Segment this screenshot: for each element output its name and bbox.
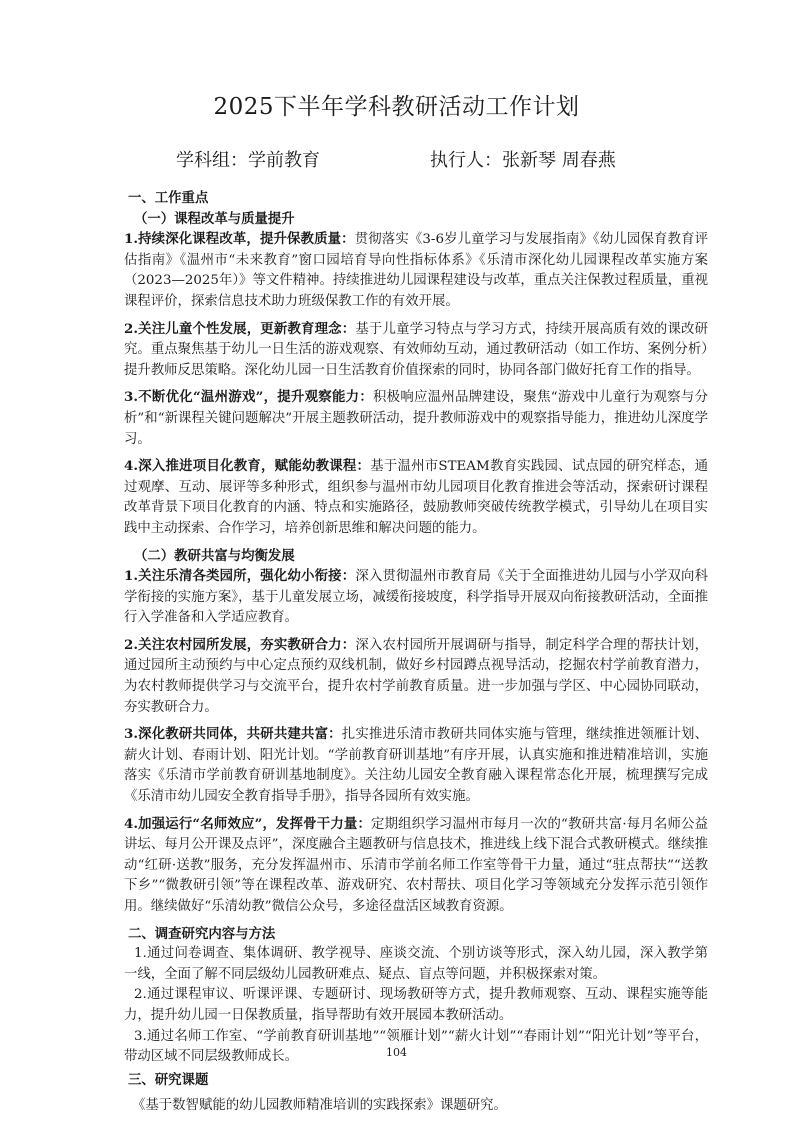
section-heading-1: 一、工作重点 xyxy=(128,190,209,206)
subsection-heading-1: （一）课程改革与质量提升 xyxy=(134,210,295,227)
paragraph-text: 积极响应温州品牌建设，聚焦“游戏中儿童行为观察与分析”和“新课程关键问题解决”开展主题教研活动，提升教师游戏中的观察指导能力，推进幼儿深度学习。 xyxy=(124,390,708,447)
paragraph-lead: 3.深化教研共同体，共研共建共富： xyxy=(124,726,342,743)
list-item: 2.通过课程审议、听课评课、专题研讨、现场教研等方式，提升教师观察、互动、课程实施等能力，提升幼儿园一日保教质量，指导帮助有效开展园本教研活动。 xyxy=(124,987,708,1023)
paragraph-text: 扎实推进乐清市教研共同体实施与管理，继续推进领雁计划、薪火计划、春雨计划、阳光计划。“学前教育研训基地”有序开展，认真实施和推进精准培训，实施落实《乐清市学前教育研训基地制度》。关注幼儿园安全教育融入课程常态化开展，梳理撰写完成《乐清市幼儿园安全教育指导手册》，指导各园所有效实施。 xyxy=(124,727,709,805)
subject-group: 学科组：学前教育 xyxy=(176,150,320,171)
paragraph-text: 定期组织学习温州市每月一次的“教研共富·每月名师公益讲坛、每月公开课及点评”，深度融合主题教研与信息技术，推进线上线下混合式教研模式。继续推动“红研·送教”服务，充分发挥温州市、乐清市学前名师工作室等骨干力量，通过“驻点帮扶”“送教下乡”“微教研引领”等在课程改革、游戏研究、农村帮扶、项目化学习等领域充分发挥示范引领作用。继续做好“乐清幼教”微信公众号，多途径盘活区域教育资源。 xyxy=(124,816,708,914)
paragraph xyxy=(124,229,708,312)
executor: 执行人：张新琴 周春燕 xyxy=(430,150,616,171)
paragraph-text: 深入农村园所开展调研与指导，制定科学合理的帮扶计划，通过园所主动预约与中心定点预约双线机制，做好乡村园蹲点视导活动，挖掘农村学前教育潜力，为农村教师提供学习与交流平台，提升农村学前教育质量。进一步加强与学区、中心园协同联动，夯实教研合力。 xyxy=(124,637,708,715)
paragraph-text: 贯彻落实《3-6岁儿童学习与发展指南》《幼儿园保育教育评估指南》《温州市“未来教育”窗口园培育导向性指标体系》《乐清市深化幼儿园课程改革实施方案（2023—2025年）》等文件精神。持续推进幼儿园课程建设与改革，重点关注保教过程质量，重视课程评价，探索信息技术助力班级保教工作的有效开展。 xyxy=(124,232,708,309)
project-text: 《基于数智赋能的幼儿园教师精准培训的实践探索》课题研究。 xyxy=(132,1098,507,1114)
paragraph xyxy=(124,635,708,718)
paragraph-lead: 2.关注农村园所发展，夯实教研合力： xyxy=(124,636,356,653)
document-body xyxy=(124,188,708,1117)
paragraph xyxy=(124,814,708,918)
subsection-heading-2: （二）教研共富与均衡发展 xyxy=(134,547,295,564)
paragraph-text: 基于儿童学习特点与学习方式，持续开展高质有效的课改研究。重点聚焦基于幼儿一日生活的游戏观察、有效师幼互动，通过教研活动（如工作坊、案例分析）提升教师反思策略。深化幼儿园一日生活教育价值探索的同时，协同各部门做好托育工作的指导。 xyxy=(124,321,708,378)
paragraph-lead: 4.加强运行“名师效应”，发挥骨干力量： xyxy=(124,815,372,832)
paragraph xyxy=(124,724,708,807)
list-item: 3.通过名师工作室、“学前教育研训基地”“领雁计划”“薪火计划”“春雨计划”“阳光计划”等平台，带动区域不同层级教师成长。 xyxy=(124,1028,708,1065)
section-heading-3: 三、研究课题 xyxy=(128,1071,209,1088)
paragraph-lead: 3.不断优化“温州游戏”，提升观察能力： xyxy=(124,389,373,406)
page-number: 104 xyxy=(386,1046,407,1059)
paragraph-lead: 2.关注儿童个性发展，更新教育理念： xyxy=(124,320,356,337)
document-title: 2025下半年学科教研活动工作计划 xyxy=(213,94,580,120)
list-item: 1.通过问卷调查、集体调研、教学视导、座谈交流、个别访谈等形式，深入幼儿园，深入教学第一线，全面了解不同层级幼儿园教研难点、疑点、盲点等问题，并积极探索对策。 xyxy=(124,946,708,982)
paragraph-text: 深入贯彻温州市教育局《关于全面推进幼儿园与小学双向科学衔接的实施方案》，基于儿童发展立场，减缓衔接坡度，科学指导开展双向衔接教研活动，全面推行入学准备和入学适应教育。 xyxy=(124,569,708,626)
paragraph-lead: 1.关注乐清各类园所，强化幼小衔接： xyxy=(124,568,356,585)
paragraph-lead: 1.持续深化课程改革，提升保教质量： xyxy=(124,231,355,248)
paragraph xyxy=(124,319,708,382)
section-heading-2: 二、调查研究内容与方法 xyxy=(128,925,276,942)
paragraph xyxy=(124,456,708,539)
paragraph xyxy=(124,566,708,629)
paragraph xyxy=(124,387,708,450)
paragraph-text: 基于温州市STEAM教育实践园、试点园的研究样态，通过观摩、互动、展评等多种形式，组织参与温州市幼儿园项目化教育推进会等活动，探索研讨课程改革背景下项目化教育的内涵、特点和实施路径，鼓励教师突破传统教学模式，引导幼儿在项目实践中主动探索、合作学习，培养创新思维和解决问题的能力。 xyxy=(124,459,708,536)
paragraph-lead: 4.深入推进项目化教育，赋能幼教课程： xyxy=(124,458,371,475)
